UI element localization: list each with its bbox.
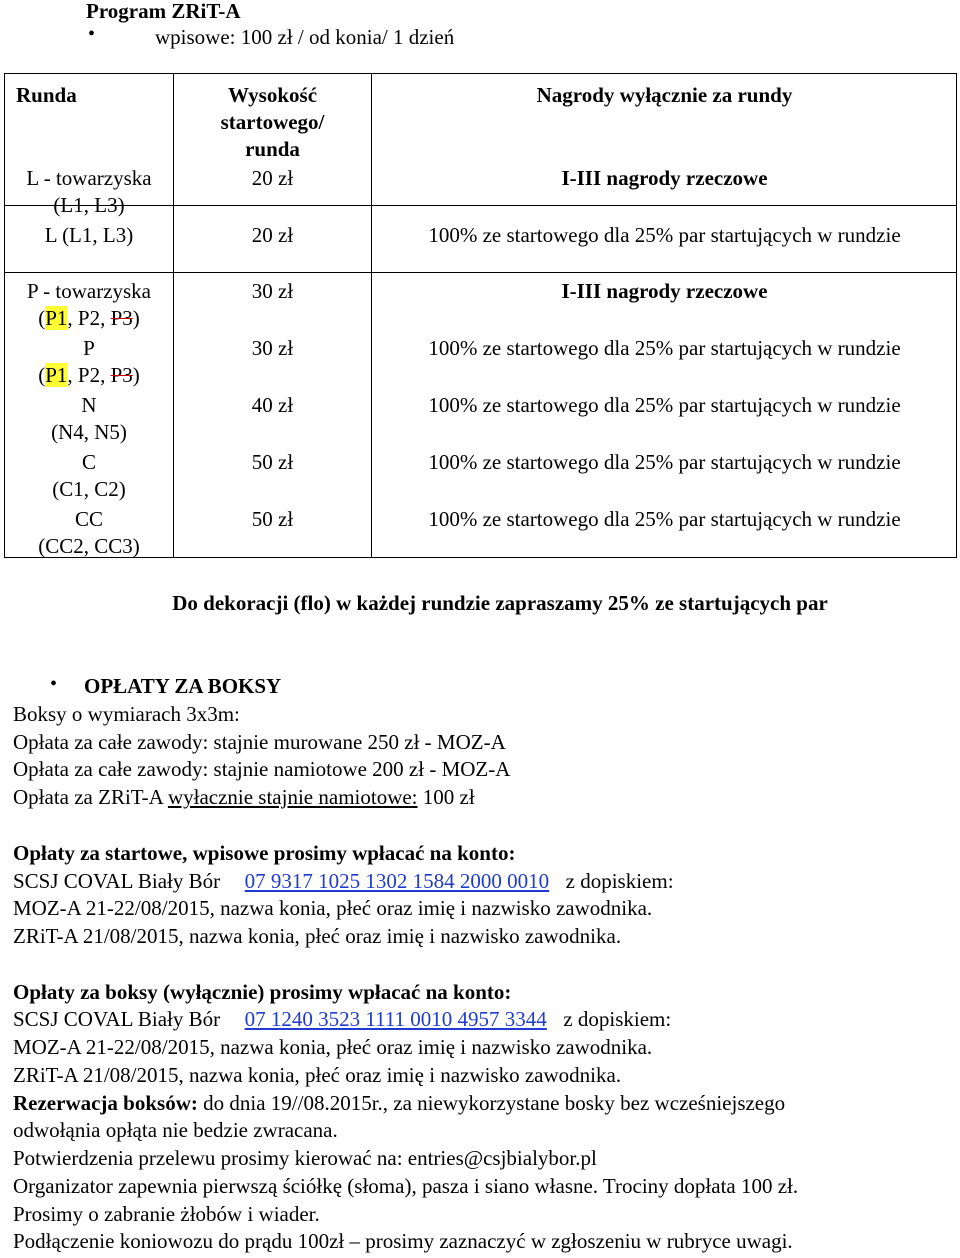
round-prize: 100% ze startowego dla 25% par startujących w rundzie [428, 393, 901, 417]
round-prize: 100% ze startowego dla 25% par startujących w rundzie [428, 450, 901, 474]
account-number-link[interactable]: 07 9317 1025 1302 1584 2000 0010 [244, 869, 550, 893]
round-name: CC [74, 507, 103, 531]
round-classes: (P1, P2, P3) [38, 363, 140, 387]
header-prizes: Nagrody wyłącznie za rundy [536, 83, 793, 107]
payment-note: ZRiT-A 21/08/2015, nazwa konia, płeć oraz imię i nazwisko zawodnika. [13, 1063, 622, 1087]
table-row-divider [5, 272, 956, 273]
payments-heading: Opłaty za startowe, wpisowe prosimy wpłacać na konto: [13, 841, 516, 865]
round-classes: (P1, P2, P3) [38, 306, 140, 330]
boxes-line: Opłata za całe zawody: stajnie murowane 250 zł - MOZ-A [13, 730, 506, 754]
organizer-line: Organizator zapewnia pierwszą ściółkę (słoma), pasza i siano własne. Trociny dopłata 100 zł. [13, 1174, 799, 1198]
boxes-heading: OPŁATY ZA BOKSY [84, 674, 282, 698]
boxes-line: Boksy o wymiarach 3x3m: [13, 702, 240, 726]
account-number-link[interactable]: 07 1240 3523 1111 0010 4957 3344 [244, 1007, 547, 1031]
reservation-line-2: odwołąnia opłąta nie bedzie zwracana. [13, 1118, 338, 1142]
payment-note: ZRiT-A 21/08/2015, nazwa konia, płeć oraz imię i nazwisko zawodnika. [13, 924, 622, 948]
boxes-line: Opłata za ZRiT-A wyłacznie stajnie namiotowe: 100 zł [13, 785, 475, 809]
round-prize: I-III nagrody rzeczowe [561, 279, 768, 303]
bank-suffix: z dopiskiem: [565, 869, 674, 893]
round-classes: (CC2, CC3) [38, 534, 140, 558]
payments-heading: Opłaty za boksy (wyłącznie) prosimy wpłacać na konto: [13, 980, 512, 1004]
bank-suffix: z dopiskiem: [563, 1007, 672, 1031]
entry-fee-line: wpisowe: 100 zł / od konia/ 1 dzień [155, 25, 455, 49]
bullet-icon: • [88, 23, 96, 45]
bullet-icon: • [50, 673, 58, 695]
round-fee: 20 zł [251, 166, 294, 190]
reservation-line: Rezerwacja boksów: do dnia 19//08.2015r., za niewykorzystane bosky bez wcześniejszego [13, 1091, 786, 1115]
round-prize: 100% ze startowego dla 25% par startujących w rundzie [428, 336, 901, 360]
round-fee: 20 zł [251, 223, 294, 247]
bank-line [13, 868, 674, 894]
round-name: P - towarzyska [26, 279, 152, 303]
header-runda: Runda [16, 83, 77, 107]
round-name: N [81, 393, 97, 417]
round-prize: 100% ze startowego dla 25% par startujących w rundzie [428, 223, 901, 247]
fees-table [4, 73, 957, 558]
table-col-divider [371, 74, 372, 557]
header-fee-1: Wysokość [227, 83, 318, 107]
round-prize: 100% ze startowego dla 25% par startujących w rundzie [428, 507, 901, 531]
decoration-note: Do dekoracji (flo) w każdej rundzie zapraszamy 25% ze startujących par [172, 591, 828, 615]
round-prize: I-III nagrody rzeczowe [561, 166, 768, 190]
program-title: Program ZRiT-A [86, 0, 241, 23]
round-fee: 30 zł [251, 279, 294, 303]
round-fee: 50 zł [251, 450, 294, 474]
round-fee: 40 zł [251, 393, 294, 417]
power-line: Podłączenie koniowozu do prądu 100zł – prosimy zaznaczyć w zgłoszeniu w rubryce uwagi. [13, 1229, 793, 1253]
table-col-divider [173, 74, 174, 557]
round-classes: (N4, N5) [51, 420, 127, 444]
boxes-line: Opłata za całe zawody: stajnie namiotowe 200 zł - MOZ-A [13, 757, 511, 781]
payment-note: MOZ-A 21-22/08/2015, nazwa konia, płeć oraz imię i nazwisko zawodnika. [13, 896, 653, 920]
confirmation-line: Potwierdzenia przelewu prosimy kierować na: entries@csjbialybor.pl [13, 1146, 597, 1170]
bank-line [13, 1006, 671, 1032]
payment-note: MOZ-A 21-22/08/2015, nazwa konia, płeć oraz imię i nazwisko zawodnika. [13, 1035, 653, 1059]
round-name: L - towarzyska [26, 166, 152, 190]
round-name: L (L1, L3) [44, 223, 134, 247]
round-classes: (C1, C2) [52, 477, 126, 501]
round-name: P [83, 336, 95, 360]
header-fee-2: startowego/ [220, 110, 325, 134]
round-fee: 30 zł [251, 336, 294, 360]
round-classes: (L1, L3) [53, 193, 125, 217]
round-fee: 50 zł [251, 507, 294, 531]
bank-name: SCSJ COVAL Biały Bór [13, 1007, 221, 1031]
feeders-line: Prosimy o zabranie żłobów i wiader. [13, 1202, 320, 1226]
header-fee-3: runda [245, 137, 300, 161]
bank-name: SCSJ COVAL Biały Bór [13, 869, 221, 893]
round-name: C [81, 450, 96, 474]
